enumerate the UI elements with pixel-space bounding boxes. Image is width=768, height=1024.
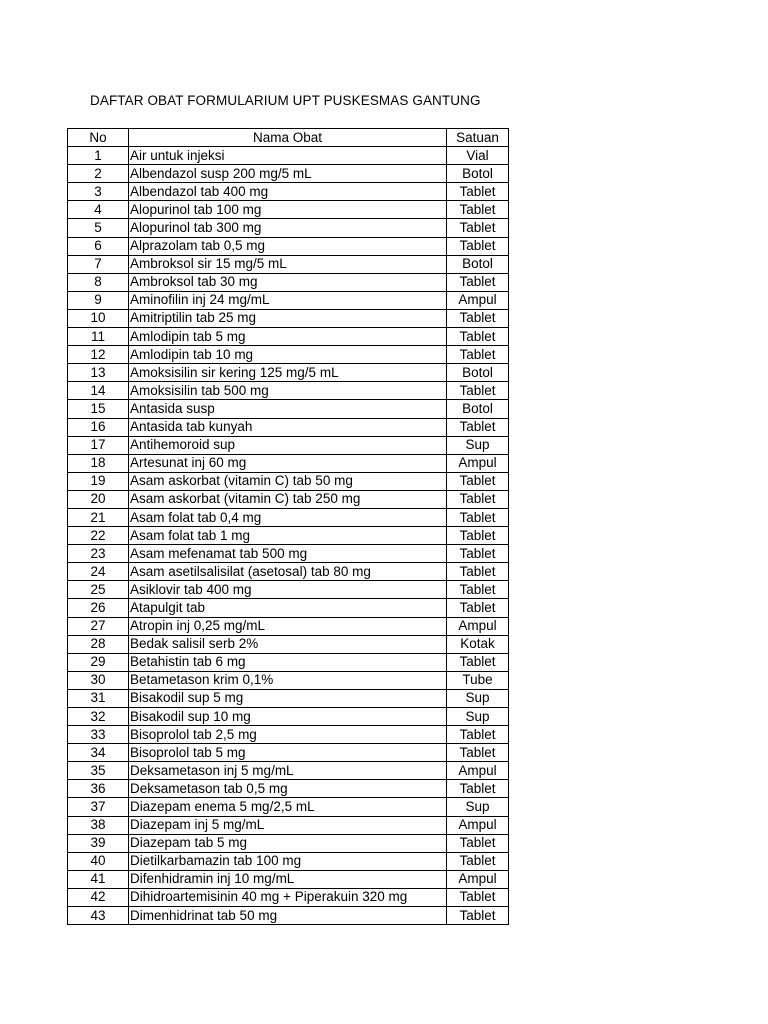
column-header-no: No <box>68 129 129 147</box>
medicine-name-cell: Alopurinol tab 300 mg <box>129 219 447 237</box>
table-row <box>68 472 509 490</box>
row-number-cell: 37 <box>68 798 129 816</box>
medicine-name-cell: Deksametason tab 0,5 mg <box>129 780 447 798</box>
row-number-cell: 28 <box>68 635 129 653</box>
medicine-name-cell: Albendazol susp 200 mg/5 mL <box>129 165 447 183</box>
table-row <box>68 708 509 726</box>
medicine-name-cell: Ambroksol sir 15 mg/5 mL <box>129 255 447 273</box>
medicine-name-cell: Asam folat tab 1 mg <box>129 527 447 545</box>
unit-cell: Kotak <box>447 635 509 653</box>
table-row <box>68 563 509 581</box>
table-row <box>68 309 509 327</box>
medicine-name-cell: Amlodipin tab 5 mg <box>129 328 447 346</box>
unit-cell: Sup <box>447 708 509 726</box>
medicine-name-cell: Diazepam enema 5 mg/2,5 mL <box>129 798 447 816</box>
table-row <box>68 907 509 925</box>
unit-cell: Tablet <box>447 346 509 364</box>
table-row <box>68 147 509 165</box>
table-row <box>68 418 509 436</box>
row-number-cell: 24 <box>68 563 129 581</box>
unit-cell: Tablet <box>447 273 509 291</box>
unit-cell: Ampul <box>447 617 509 635</box>
medicine-name-cell: Antasida tab kunyah <box>129 418 447 436</box>
row-number-cell: 1 <box>68 147 129 165</box>
row-number-cell: 38 <box>68 816 129 834</box>
row-number-cell: 27 <box>68 617 129 635</box>
unit-cell: Botol <box>447 165 509 183</box>
table-row <box>68 888 509 906</box>
medicine-name-cell: Alprazolam tab 0,5 mg <box>129 237 447 255</box>
row-number-cell: 32 <box>68 708 129 726</box>
medicine-name-cell: Asam askorbat (vitamin C) tab 50 mg <box>129 472 447 490</box>
unit-cell: Ampul <box>447 816 509 834</box>
unit-cell: Tablet <box>447 508 509 526</box>
unit-cell: Ampul <box>447 870 509 888</box>
table-row <box>68 689 509 707</box>
unit-cell: Tablet <box>447 219 509 237</box>
row-number-cell: 34 <box>68 744 129 762</box>
medicine-name-cell: Bisakodil sup 10 mg <box>129 708 447 726</box>
table-row <box>68 635 509 653</box>
unit-cell: Tablet <box>447 744 509 762</box>
unit-cell: Tablet <box>447 888 509 906</box>
medicine-name-cell: Asam folat tab 0,4 mg <box>129 508 447 526</box>
table-row <box>68 490 509 508</box>
unit-cell: Vial <box>447 147 509 165</box>
table-row <box>68 454 509 472</box>
unit-cell: Tablet <box>447 201 509 219</box>
unit-cell: Tablet <box>447 382 509 400</box>
row-number-cell: 25 <box>68 581 129 599</box>
unit-cell: Tube <box>447 671 509 689</box>
medicine-name-cell: Difenhidramin inj 10 mg/mL <box>129 870 447 888</box>
medicine-name-cell: Amoksisilin tab 500 mg <box>129 382 447 400</box>
unit-cell: Tablet <box>447 309 509 327</box>
unit-cell: Ampul <box>447 762 509 780</box>
medicine-name-cell: Asam mefenamat tab 500 mg <box>129 545 447 563</box>
row-number-cell: 41 <box>68 870 129 888</box>
row-number-cell: 9 <box>68 291 129 309</box>
medicine-name-cell: Bisoprolol tab 5 mg <box>129 744 447 762</box>
row-number-cell: 29 <box>68 653 129 671</box>
table-row <box>68 653 509 671</box>
medicine-name-cell: Antihemoroid sup <box>129 436 447 454</box>
table-row <box>68 798 509 816</box>
row-number-cell: 7 <box>68 255 129 273</box>
table-row <box>68 852 509 870</box>
row-number-cell: 22 <box>68 527 129 545</box>
table-row <box>68 237 509 255</box>
table-body <box>68 147 509 925</box>
unit-cell: Tablet <box>447 726 509 744</box>
table-row <box>68 201 509 219</box>
table-row <box>68 364 509 382</box>
unit-cell: Ampul <box>447 454 509 472</box>
row-number-cell: 3 <box>68 183 129 201</box>
medicine-name-cell: Diazepam tab 5 mg <box>129 834 447 852</box>
medicine-name-cell: Deksametason inj 5 mg/mL <box>129 762 447 780</box>
table-row <box>68 346 509 364</box>
unit-cell: Ampul <box>447 291 509 309</box>
unit-cell: Tablet <box>447 527 509 545</box>
table-row <box>68 219 509 237</box>
document-title: DAFTAR OBAT FORMULARIUM UPT PUSKESMAS GANTUNG <box>90 93 481 108</box>
table-row <box>68 744 509 762</box>
medicine-name-cell: Albendazol tab 400 mg <box>129 183 447 201</box>
row-number-cell: 43 <box>68 907 129 925</box>
medicine-name-cell: Aminofilin inj 24 mg/mL <box>129 291 447 309</box>
row-number-cell: 21 <box>68 508 129 526</box>
unit-cell: Tablet <box>447 563 509 581</box>
row-number-cell: 26 <box>68 599 129 617</box>
unit-cell: Sup <box>447 689 509 707</box>
medicine-name-cell: Dietilkarbamazin tab 100 mg <box>129 852 447 870</box>
table-row <box>68 436 509 454</box>
medicine-name-cell: Bisakodil sup 5 mg <box>129 689 447 707</box>
unit-cell: Botol <box>447 400 509 418</box>
table-row <box>68 527 509 545</box>
medicine-name-cell: Betahistin tab 6 mg <box>129 653 447 671</box>
table-row <box>68 255 509 273</box>
unit-cell: Tablet <box>447 545 509 563</box>
medicine-name-cell: Ambroksol tab 30 mg <box>129 273 447 291</box>
table-row <box>68 671 509 689</box>
row-number-cell: 42 <box>68 888 129 906</box>
unit-cell: Botol <box>447 255 509 273</box>
unit-cell: Tablet <box>447 834 509 852</box>
table-row <box>68 780 509 798</box>
medicine-name-cell: Artesunat inj 60 mg <box>129 454 447 472</box>
medicine-name-cell: Asam askorbat (vitamin C) tab 250 mg <box>129 490 447 508</box>
table-row <box>68 581 509 599</box>
row-number-cell: 30 <box>68 671 129 689</box>
unit-cell: Botol <box>447 364 509 382</box>
formulary-table <box>67 128 509 925</box>
medicine-name-cell: Bedak salisil serb 2% <box>129 635 447 653</box>
row-number-cell: 4 <box>68 201 129 219</box>
unit-cell: Tablet <box>447 653 509 671</box>
row-number-cell: 17 <box>68 436 129 454</box>
column-header-name: Nama Obat <box>129 129 447 147</box>
row-number-cell: 14 <box>68 382 129 400</box>
table-row <box>68 834 509 852</box>
row-number-cell: 11 <box>68 328 129 346</box>
table-row <box>68 762 509 780</box>
table-row <box>68 382 509 400</box>
unit-cell: Sup <box>447 436 509 454</box>
medicine-name-cell: Atapulgit tab <box>129 599 447 617</box>
unit-cell: Tablet <box>447 599 509 617</box>
medicine-name-cell: Air untuk injeksi <box>129 147 447 165</box>
table-row <box>68 545 509 563</box>
medicine-name-cell: Betametason krim 0,1% <box>129 671 447 689</box>
row-number-cell: 35 <box>68 762 129 780</box>
unit-cell: Tablet <box>447 237 509 255</box>
table-row <box>68 291 509 309</box>
row-number-cell: 5 <box>68 219 129 237</box>
unit-cell: Tablet <box>447 183 509 201</box>
table-row <box>68 400 509 418</box>
medicine-name-cell: Amoksisilin sir kering 125 mg/5 mL <box>129 364 447 382</box>
table-row <box>68 599 509 617</box>
medicine-name-cell: Diazepam inj 5 mg/mL <box>129 816 447 834</box>
row-number-cell: 15 <box>68 400 129 418</box>
row-number-cell: 20 <box>68 490 129 508</box>
medicine-name-cell: Alopurinol tab 100 mg <box>129 201 447 219</box>
row-number-cell: 36 <box>68 780 129 798</box>
row-number-cell: 31 <box>68 689 129 707</box>
medicine-name-cell: Amitriptilin tab 25 mg <box>129 309 447 327</box>
table-row <box>68 183 509 201</box>
table-row <box>68 273 509 291</box>
row-number-cell: 33 <box>68 726 129 744</box>
unit-cell: Tablet <box>447 418 509 436</box>
table-row <box>68 726 509 744</box>
table-row <box>68 870 509 888</box>
table-row <box>68 165 509 183</box>
unit-cell: Tablet <box>447 328 509 346</box>
row-number-cell: 13 <box>68 364 129 382</box>
row-number-cell: 2 <box>68 165 129 183</box>
column-header-unit: Satuan <box>447 129 509 147</box>
unit-cell: Tablet <box>447 490 509 508</box>
table-row <box>68 816 509 834</box>
unit-cell: Tablet <box>447 581 509 599</box>
medicine-name-cell: Dihidroartemisinin 40 mg + Piperakuin 320 mg <box>129 888 447 906</box>
row-number-cell: 19 <box>68 472 129 490</box>
medicine-name-cell: Amlodipin tab 10 mg <box>129 346 447 364</box>
medicine-name-cell: Atropin inj 0,25 mg/mL <box>129 617 447 635</box>
unit-cell: Tablet <box>447 852 509 870</box>
table-row <box>68 328 509 346</box>
unit-cell: Sup <box>447 798 509 816</box>
row-number-cell: 40 <box>68 852 129 870</box>
medicine-name-cell: Antasida susp <box>129 400 447 418</box>
unit-cell: Tablet <box>447 472 509 490</box>
row-number-cell: 16 <box>68 418 129 436</box>
table-header-row <box>68 129 509 147</box>
row-number-cell: 10 <box>68 309 129 327</box>
row-number-cell: 6 <box>68 237 129 255</box>
medicine-name-cell: Asiklovir tab 400 mg <box>129 581 447 599</box>
row-number-cell: 39 <box>68 834 129 852</box>
table-row <box>68 617 509 635</box>
row-number-cell: 12 <box>68 346 129 364</box>
medicine-name-cell: Bisoprolol tab 2,5 mg <box>129 726 447 744</box>
medicine-name-cell: Dimenhidrinat tab 50 mg <box>129 907 447 925</box>
row-number-cell: 8 <box>68 273 129 291</box>
medicine-name-cell: Asam asetilsalisilat (asetosal) tab 80 mg <box>129 563 447 581</box>
table-row <box>68 508 509 526</box>
unit-cell: Tablet <box>447 907 509 925</box>
unit-cell: Tablet <box>447 780 509 798</box>
row-number-cell: 18 <box>68 454 129 472</box>
row-number-cell: 23 <box>68 545 129 563</box>
